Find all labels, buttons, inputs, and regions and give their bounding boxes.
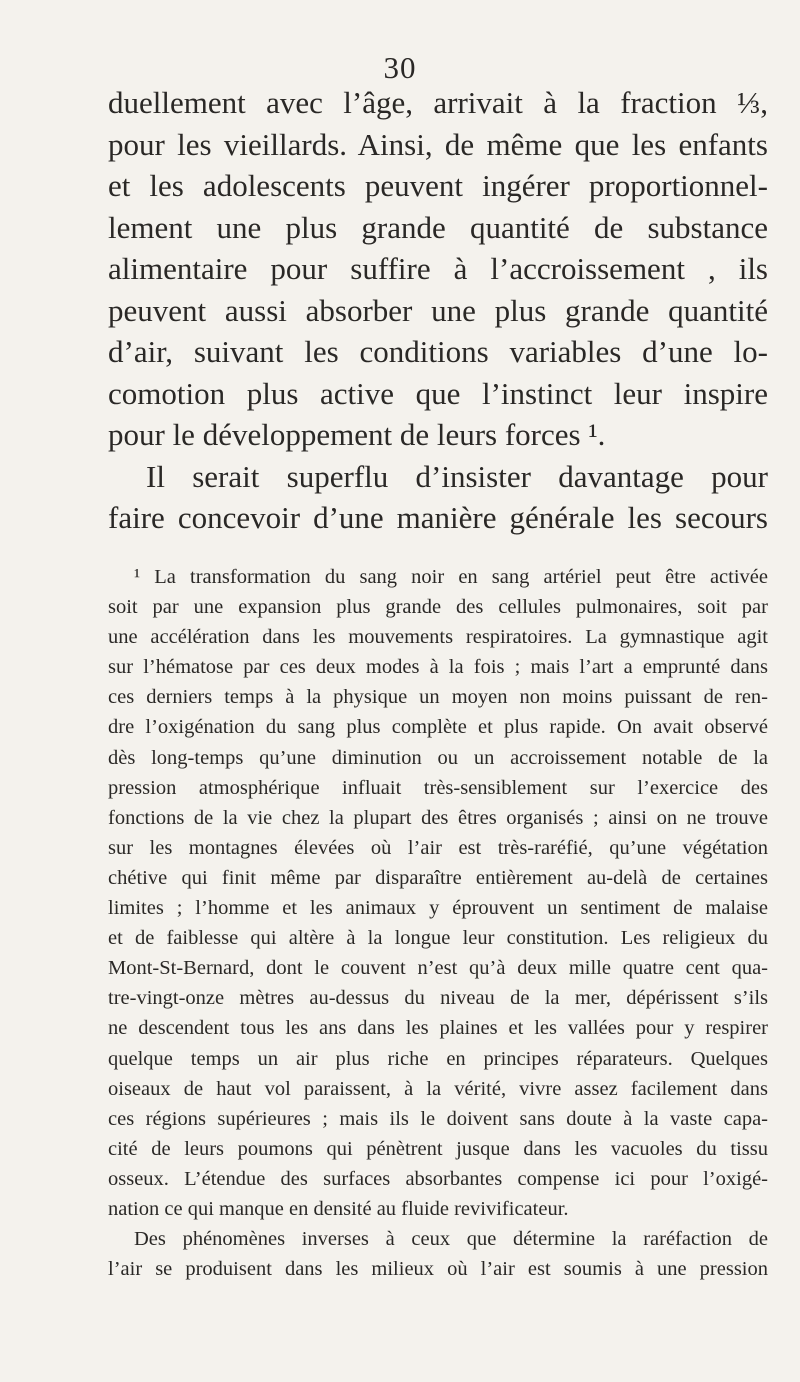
footnote-line: ne descendent tous les ans dans les plaines et les vallées pour y respirer <box>108 1017 768 1040</box>
footnote-line: Mont-St-Bernard, dont le couvent n’est qu’à deux mille quatre cent qua- <box>108 957 768 980</box>
body-line: alimentaire pour suffire à l’accroissement , ils <box>108 251 768 286</box>
page-number: 30 <box>383 50 417 85</box>
body-line: d’air, suivant les conditions variables d’une lo- <box>108 334 768 369</box>
footnote-line: sur les montagnes élevées où l’air est très-raréfié, qu’une végétation <box>108 836 768 859</box>
footnote-line: Des phénomènes inverses à ceux que détermine la raréfaction de <box>134 1228 768 1251</box>
footnote-line: nation ce qui manque en densité au fluide revivificateur. <box>108 1197 569 1220</box>
footnote-line: ces derniers temps à la physique un moyen non moins puissant de ren- <box>108 686 768 709</box>
body-line: et les adolescents peuvent ingérer proportionnel- <box>108 168 768 203</box>
footnote-line: ces régions supérieures ; mais ils le doivent sans doute à la vaste capa- <box>108 1107 768 1130</box>
footnote-line: dre l’oxigénation du sang plus complète et plus rapide. On avait observé <box>108 716 768 739</box>
body-line: Il serait superflu d’insister davantage pour <box>146 458 768 494</box>
body-text <box>108 82 768 539</box>
footnote-line: fonctions de la vie chez la plupart des êtres organisés ; ainsi on ne trouve <box>108 806 768 829</box>
body-line: peuvent aussi absorber une plus grande quantité <box>108 292 768 328</box>
footnote-line: et de faiblesse qui altère à la longue leur constitution. Les religieux du <box>108 927 768 950</box>
footnote-line: l’air se produisent dans les milieux où l’air est soumis à une pression <box>108 1258 768 1281</box>
body-line: duellement avec l’âge, arrivait à la fraction ⅓, <box>108 85 768 120</box>
footnote-line: chétive qui finit même par disparaître entièrement au-delà de certaines <box>108 866 768 889</box>
footnote-line: dès long-temps qu’une diminution ou un accroissement notable de la <box>108 746 768 769</box>
body-line: faire concevoir d’une manière générale les secours <box>108 500 768 535</box>
footnote-line: quelque temps un air plus riche en principes réparateurs. Quelques <box>108 1047 768 1070</box>
footnote-line: tre-vingt-onze mètres au-dessus du niveau de la mer, dépérissent s’ils <box>108 987 768 1010</box>
footnote <box>108 562 768 1284</box>
body-line: comotion plus active que l’instinct leur inspire <box>108 375 768 411</box>
footnote-line: sur l’hématose par ces deux modes à la fois ; mais l’art a emprunté dans <box>108 656 768 679</box>
body-line: pour le développement de leurs forces ¹. <box>108 417 606 452</box>
footnote-line: oiseaux de haut vol paraissent, à la vérité, vivre assez facilement dans <box>108 1077 768 1100</box>
footnote-line: une accélération dans les mouvements respiratoires. La gymnastique agit <box>108 626 768 649</box>
body-line: pour les vieillards. Ainsi, de même que les enfants <box>108 126 768 162</box>
footnote-line: ¹ La transformation du sang noir en sang artériel peut être activée <box>134 566 768 588</box>
footnote-line: limites ; l’homme et les animaux y éprouvent un sentiment de malaise <box>108 897 768 920</box>
footnote-line: soit par une expansion plus grande des cellules pulmonaires, soit par <box>108 596 768 619</box>
footnote-line: pression atmosphérique influait très-sensiblement sur l’exercice des <box>108 776 768 799</box>
footnote-line: osseux. L’étendue des surfaces absorbantes compense ici pour l’oxigé- <box>108 1167 768 1190</box>
footnote-line: cité de leurs poumons qui pénètrent jusque dans les vacuoles du tissu <box>108 1137 768 1160</box>
body-line: lement une plus grande quantité de substance <box>108 209 768 245</box>
